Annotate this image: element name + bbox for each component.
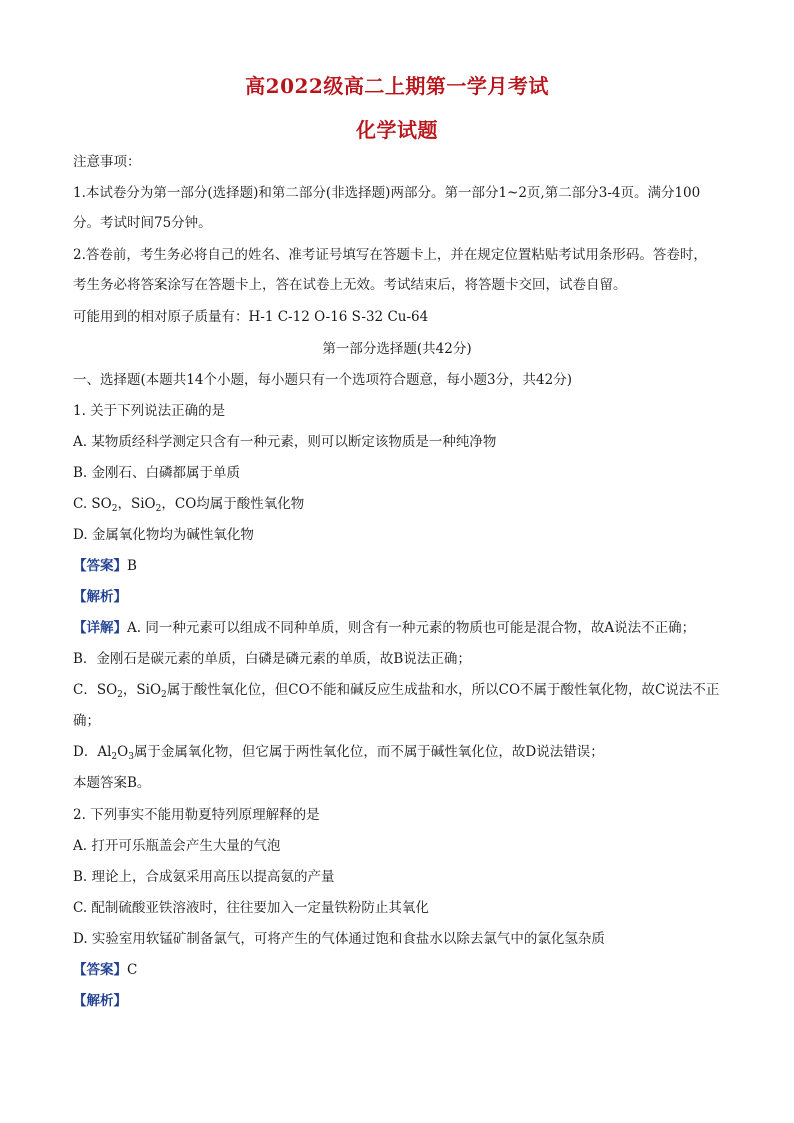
answer-tag: 【答案】 (73, 962, 127, 978)
q1-option-a: A. 某物质经科学测定只含有一种元素，则可以断定该物质是一种纯净物 (73, 434, 497, 450)
q1-option-d: D. 金属氧化物均为碱性氧化物 (73, 527, 254, 543)
q1-conclusion: 本题答案B。 (73, 775, 151, 791)
q1-detail-b: B．金刚石是碳元素的单质，白磷是磷元素的单质，故B说法正确； (73, 651, 471, 667)
q2-option-c: C. 配制硫酸亚铁溶液时，往往要加入一定量铁粉防止其氧化 (73, 900, 429, 916)
q2-analysis-tag: 【解析】 (73, 993, 127, 1009)
q1-detail-d: D．$Al_2O_3$属于金属氧化物，但它属于两性氧化位，而不属于碱性氧化位，故D说法错误； (73, 744, 604, 762)
answer-value: C (127, 962, 138, 978)
notice-heading: 注意事项： (73, 154, 141, 170)
q2-answer (73, 960, 723, 980)
question-1-stem: 1. 关于下列说法正确的是 (73, 403, 226, 419)
q1-detail-c-cont: 确； (73, 713, 100, 729)
exam-subject: 化学试题 (356, 118, 438, 142)
question-2-stem: 2. 下列事实不能用勒夏特列原理解释的是 (73, 807, 320, 823)
q1-analysis-tag: 【解析】 (73, 589, 127, 605)
q1-option-c: C. $SO_2$，SiO$_2$，CO均属于酸性氧化物 (73, 496, 305, 514)
section-heading: 一、选择题(本题共14个小题，每小题只有一个选项符合题意，每小题3分，共42分) (73, 372, 572, 388)
q1-detail-a: 【详解】A. 同一种元素可以组成不同种单质，则含有一种元素的物质也可能是混合物，故A说法不正确； (73, 620, 696, 636)
detail-tag: 【详解】 (73, 620, 127, 636)
notice-item-1-cont: 分。考试时间75分钟。 (73, 215, 212, 231)
answer-value: B (127, 558, 137, 574)
atomic-masses: 可能用到的相对原子质量有：H-1 C-12 O-16 S-32 Cu-64 (73, 309, 429, 325)
q2-option-b: B. 理论上，合成氨采用高压以提高氨的产量 (73, 869, 335, 885)
answer-tag: 【答案】 (73, 558, 127, 574)
q1-detail-c: C．$SO_2$，SiO$_2$属于酸性氧化位，但CO不能和碱反应生成盐和水，所以CO不属于酸性氧化物，故C说法不正 (73, 682, 720, 700)
q2-option-d: D. 实验室用软锰矿制备氯气，可将产生的气体通过饱和食盐水以除去氯气中的氯化氢杂质 (73, 931, 605, 947)
notice-item-1: 1.本试卷分为第一部分(选择题)和第二部分(非选择题)两部分。第一部分1~2页,第二部分3-4页。满分100 (73, 185, 701, 201)
notice-item-2: 2.答卷前，考生务必将自己的姓名、准考证号填写在答题卡上，并在规定位置粘贴考试用条形码。答卷时， (73, 247, 707, 263)
notice-item-2-cont: 考生务必将答案涂写在答题卡上，答在试卷上无效。考试结束后，将答题卡交回，试卷自留。 (73, 277, 627, 293)
q2-option-a: A. 打开可乐瓶盖会产生大量的气泡 (73, 838, 281, 854)
q1-option-b: B. 金刚石、白磷都属于单质 (73, 465, 241, 481)
exam-title: 高2022级高二上期第一学月考试 (245, 74, 549, 98)
q1-answer (73, 556, 723, 576)
part1-heading: 第一部分选择题(共42分) (322, 341, 472, 357)
